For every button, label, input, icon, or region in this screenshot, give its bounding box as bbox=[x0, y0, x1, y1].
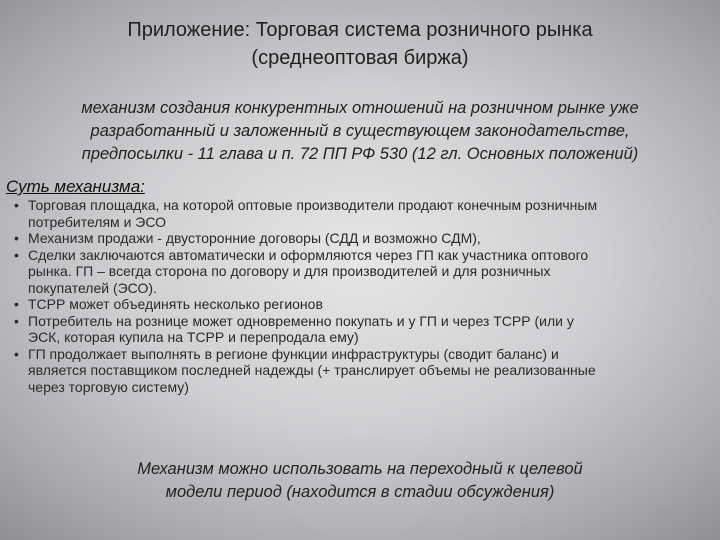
bullet-line: • Механизм продажи - двусторонние договоры (СДД и возможно СДМ), bbox=[28, 230, 481, 246]
bullet-item bbox=[12, 313, 712, 346]
slide-title-line-1: Приложение: Торговая система розничного рынка bbox=[127, 19, 593, 41]
slide-title bbox=[60, 16, 660, 72]
intro-paragraph bbox=[40, 97, 680, 166]
bullet-line: • ГП продолжает выполнять в регионе функции инфраструктуры (сводит баланс) и bbox=[28, 345, 559, 362]
page-number: 24 bbox=[662, 508, 674, 519]
intro-line-3: предпосылки - 11 глава и п. 72 ПП РФ 530 (12 гл. Основных положений) bbox=[81, 145, 639, 163]
bullet-item bbox=[12, 296, 712, 313]
slide-title-line-2: (среднеоптовая биржа) bbox=[251, 47, 469, 69]
bullet-line: через торговую систему) bbox=[28, 378, 189, 395]
bullet-item bbox=[12, 247, 712, 297]
bullet-item bbox=[12, 230, 712, 247]
bullet-line: ЭСК, которая купила на ТСРР и перепродала ему) bbox=[28, 329, 359, 345]
bullet-line: рынка. ГП – всегда сторона по договору и для производителей и для розничных bbox=[28, 263, 551, 279]
bullet-line: • Сделки заключаются автоматически и оформляются через ГП как участника оптового bbox=[28, 246, 589, 263]
bullet-item bbox=[12, 346, 712, 396]
bullet-line: • Торговая площадка, на которой оптовые производители продают конечным розничным bbox=[28, 197, 598, 213]
essence-heading: Суть механизма: bbox=[6, 177, 145, 196]
conclusion-line-2: модели период (находится в стадии обсуждения) bbox=[165, 483, 555, 501]
bullet-line: • ТСРР может объединять несколько регионов bbox=[28, 296, 323, 312]
bullet-line: • Потребитель на рознице может одновременно покупать и у ГП и через ТСРР (или у bbox=[28, 312, 574, 329]
intro-line-2: разработанный и заложенный в существующем законодательстве, bbox=[90, 122, 630, 140]
bullet-line: потребителям и ЭСО bbox=[28, 213, 167, 230]
intro-line-1: механизм создания конкурентных отношений на розничном рынке уже bbox=[81, 99, 639, 117]
bullet-line: покупателей (ЭСО). bbox=[28, 279, 157, 296]
bullet-item bbox=[12, 197, 712, 230]
bullet-list bbox=[12, 197, 712, 395]
conclusion-paragraph bbox=[60, 458, 660, 504]
conclusion-line-1: Механизм можно использовать на переходный к целевой bbox=[137, 460, 583, 478]
bullet-line: является поставщиком последней надежды (+ транслирует объемы не реализованные bbox=[28, 362, 596, 378]
